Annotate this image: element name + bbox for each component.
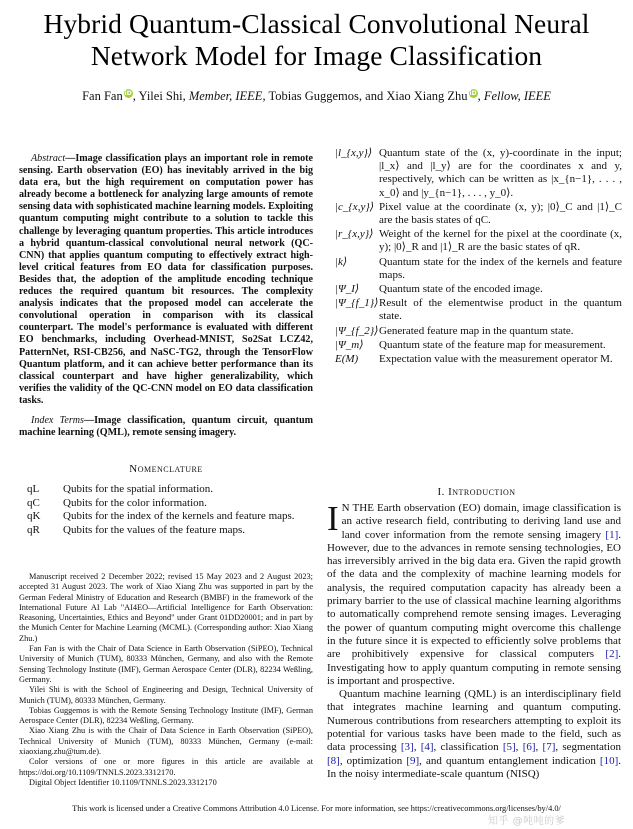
nomenclature-row <box>19 510 313 524</box>
author-yilei-shi: , Yilei Shi, <box>132 89 189 104</box>
nomenclature-row <box>19 497 313 511</box>
footnotes <box>19 572 313 788</box>
symbol-table <box>331 147 622 367</box>
watermark: 知乎 @吨吨的爹 <box>488 816 566 827</box>
nomenclature-symbol: qK <box>27 510 41 523</box>
symbol-desc: Quantum state of the feature map for measurement. <box>379 338 606 351</box>
footnote-guggemos: Tobias Guggemos is with the Remote Sensing Technology Institute (IMF), German Aerospace Center (DLR), 82234 Weßling, Germany. <box>19 705 313 726</box>
symbol-row <box>331 325 622 339</box>
symbol: |Ψ_m⟩ <box>335 338 364 351</box>
citation-link[interactable]: [5] <box>502 741 516 754</box>
author-separator: , <box>477 89 484 104</box>
section-heading-introduction: I. Introduction <box>437 486 516 498</box>
orcid-icon[interactable]: iD <box>469 90 477 97</box>
symbol-row <box>331 297 622 324</box>
symbol: |l_{x,y}⟩ <box>335 147 373 159</box>
symbol: |r_{x,y}⟩ <box>335 228 374 241</box>
intro-text: , <box>535 741 543 754</box>
citation-link[interactable]: [1] <box>605 528 619 541</box>
symbol-desc: Expectation value with the measurement operator M. <box>379 353 613 366</box>
author-guggemos-zhu: , Tobias Guggemos, and Xiao Xiang Zhu <box>262 89 468 104</box>
symbol-row <box>331 256 622 283</box>
symbol-desc: Generated feature map in the quantum state. <box>379 324 574 337</box>
intro-text: Quantum machine learning (QML) is an interdisciplinary field that integrates machine learning and quantum computing. Numerous contributions from researchers attempting to exploit its potential for various tasks have been made to the field, such as data processing <box>327 688 621 754</box>
intro-text: , segmentation <box>555 741 622 754</box>
introduction-body <box>327 499 622 781</box>
intro-text: , classification <box>433 741 503 754</box>
nomenclature-desc: Qubits for the index of the kernels and feature maps. <box>63 510 295 523</box>
symbol: E(M) <box>335 353 359 366</box>
nomenclature-symbol: qC <box>27 496 40 509</box>
intro-text: . However, due to the advances in remote sensing technologies, EO has irreversibly arrived in the big data era. Given the rapid growth of the data and the complexity of machine learning models for analysis, the required computation capacity has already been a primary barrier to the use of classical machine learning algorithms to automatically comprehend remote sensing images. Leveraging the power of quantum computing might overcome this challenge in the future since it is expected to efficiently solve problems that are prohibitively expensive for classical computers <box>327 528 621 661</box>
license-line: This work is licensed under a Creative Commons Attribution 4.0 License. For more information, see https://creativecommons.org/licenses/by/4.0/ <box>72 804 561 813</box>
intro-text: , and quantum entanglement indication <box>419 754 600 767</box>
citation-link[interactable]: [9] <box>406 754 420 767</box>
abstract-dash: — <box>65 153 76 164</box>
footnote-color-versions: Color versions of one or more figures in this article are available at https://doi.org/10.1109/TNNLS.2023.3312170. <box>19 757 313 777</box>
citation-link[interactable]: [2] <box>605 648 619 661</box>
citation-link[interactable]: [4] <box>420 741 434 754</box>
symbol-desc: Quantum state for the index of the kernels and feature maps. <box>379 255 622 281</box>
symbol: |k⟩ <box>335 255 348 268</box>
footnote-fan-fan: Fan Fan is with the Chair of Data Science in Earth Observation (SiPEO), Technical University of Munich (TUM), 80333 München, Germany, and also with the Remote Sensing Technology Institute (IMF), German Aerospace Center (DLR), 82234 Weßling, Germany. <box>19 644 313 684</box>
drop-cap: I <box>327 499 339 538</box>
intro-text: , <box>413 741 421 754</box>
intro-text: , <box>515 741 523 754</box>
symbol-desc: Pixel value at the coordinate (x, y); |0⟩_C and |1⟩_C are the basis states of qC. <box>379 200 622 227</box>
index-terms <box>19 415 313 439</box>
intro-text: N THE Earth observation (EO) domain, image classification is an active research field, contributing to deriving land use and land cover information from the remote sensing imagery <box>341 502 621 541</box>
citation-link[interactable]: [7] <box>542 741 556 754</box>
symbol-row <box>331 147 622 201</box>
symbol-desc: Quantum state of the (x, y)-coordinate in the input; |l_x⟩ and |l_y⟩ are for the coordinates x and y, respectively, which can be written as |x_{n−1}, . . . , x_0⟩ and |y_{n−1}, . . . , y_0⟩. <box>379 147 622 199</box>
symbol-row <box>331 353 622 367</box>
abstract-text: Image classification plays an important role in remote sensing. Earth observation (EO) has inevitably arrived in the big data era, but the high requirement on computation power has already become a bottleneck for analyzing large amounts of remote sensing data with sophisticated machine learning models. Exploiting quantum computing might contribute to a solution to tackle this challenge by leveraging quantum properties. This article introduces a hybrid quantum-classical convolutional neural network (QC-CNN) that applies quantum computing to effectively extract high-level critical features from EO data for classification purposes. Besides that, the adoption of the amplitude encoding technique reduces the required quantum bit resources. The complexity analysis indicates that the proposed model can accelerate the convolutional operation in comparison with its classical counterpart. The model's performance is evaluated with different EO benchmarks, including Overhead-MNIST, So2Sat LCZ42, PatternNet, RSI-CB256, and NaSC-TG2, through the TensorFlow Quantum platform, and it can achieve better performance than its classical counterpart and have higher generalizability, which verifies the validity of the QC-CNN model on EO data classification tasks. <box>19 153 313 406</box>
abstract <box>19 153 313 407</box>
citation-link[interactable]: [8] <box>327 754 340 767</box>
symbol: |Ψ_{f_2}⟩ <box>335 324 379 337</box>
symbol-row <box>331 201 622 228</box>
footnote-yilei-shi: Yilei Shi is with the School of Engineering and Design, Technical University of Munich (TUM), 80333 München, Germany. <box>19 685 313 705</box>
index-terms-text: Image classification, quantum circuit, quantum machine learning (QML), remote sensing imagery. <box>19 414 313 439</box>
nomenclature-desc: Qubits for the values of the feature maps. <box>63 523 246 536</box>
intro-text: , optimization <box>339 754 407 767</box>
paper-title: Hybrid Quantum-Classical Convolutional Neural Network Model for Image Classification <box>43 8 590 71</box>
footnote-manuscript: Manuscript received 2 December 2022; revised 15 May 2023 and 2 August 2023; accepted 31 August 2023. The work of Xiao Xiang Zhu was supported in part by the German Federal Ministry of Education and Research (BMBF) in the framework of the International Future AI Lab "AI4EO—Artificial Intelligence for Earth Observation: Reasoning, Uncertainties, Ethics and Beyond" under Grant 01DD20001; and in part by the Munich Center for Machine Learning (MCML). (Corresponding author: Xiao Xiang Zhu.) <box>19 572 313 643</box>
symbol: |Ψ_{f_1}⟩ <box>335 297 379 310</box>
nomenclature-row <box>19 483 313 497</box>
symbol-row <box>331 339 622 353</box>
nomenclature-row <box>19 524 313 538</box>
symbol-row <box>331 283 622 297</box>
orcid-icon[interactable]: iD <box>124 90 132 97</box>
citation-link[interactable]: [6] <box>522 741 536 754</box>
nomenclature-symbol: qL <box>27 483 40 496</box>
author-role-member: Member, IEEE <box>188 89 263 104</box>
symbol-row <box>331 228 622 255</box>
left-column <box>19 153 313 537</box>
symbol: |c_{x,y}⟩ <box>335 200 375 213</box>
intro-paragraph <box>327 499 621 688</box>
nomenclature-symbol: qR <box>27 523 40 536</box>
symbol-desc: Weight of the kernel for the pixel at the coordinate (x, y); |0⟩_R and |1⟩_R are the basic states of qR. <box>379 228 622 254</box>
citation-link[interactable]: [10] <box>599 754 619 767</box>
nomenclature-heading: Nomenclature <box>129 463 203 476</box>
intro-text: . Investigating how to apply quantum computing in remote sensing is important and prospective. <box>327 648 621 687</box>
abstract-label: Abstract <box>31 153 66 164</box>
index-terms-dash: — <box>84 414 95 426</box>
nomenclature-desc: Qubits for the spatial information. <box>63 483 213 496</box>
intro-text: . In the noisy intermediate-scale quantum (NISQ) <box>327 754 621 780</box>
nomenclature-table <box>19 483 313 537</box>
nomenclature-desc: Qubits for the color information. <box>63 496 207 509</box>
symbol-desc: Result of the elementwise product in the quantum state. <box>379 297 622 323</box>
author-fan-fan: Fan Fan <box>82 89 123 104</box>
author-role-fellow: Fellow, IEEE <box>483 89 551 104</box>
intro-paragraph <box>327 688 621 781</box>
symbol-desc: Quantum state of the encoded image. <box>379 283 543 296</box>
right-column <box>331 147 622 367</box>
footnote-doi: Digital Object Identifier 10.1109/TNNLS.2023.3312170 <box>29 777 217 787</box>
citation-link[interactable]: [3] <box>400 741 414 754</box>
author-line <box>0 89 633 104</box>
symbol: |Ψ_I⟩ <box>335 283 360 296</box>
footnote-zhu: Xiao Xiang Zhu is with the Chair of Data Science in Earth Observation (SiPEO), Technical University of Munich (TUM), 80333 München, Germany (e-mail: xiaoxiang.zhu@tum.de). <box>19 726 313 757</box>
index-terms-label: Index Terms <box>31 414 84 426</box>
